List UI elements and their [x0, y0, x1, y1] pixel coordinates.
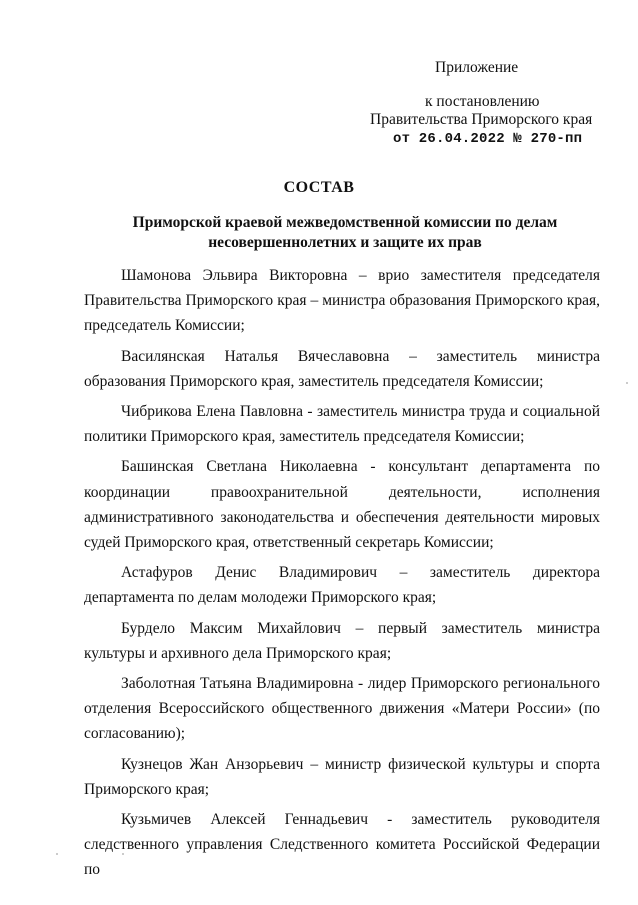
member-paragraph: Василянская Наталья Вячеславовна – заместитель министра образования Приморского края, заместитель председателя Комиссии;: [84, 347, 600, 390]
scan-speck: [56, 853, 58, 855]
member-paragraph: Бурдело Максим Михайлович – первый заместитель министра культуры и архивного дела Приморского края;: [84, 619, 600, 662]
member-paragraph: Кузнецов Жан Анзорьевич – министр физической культуры и спорта Приморского края;: [84, 755, 600, 798]
member-paragraph: Шамонова Эльвира Викторовна – врио заместителя председателя Правительства Приморского края – министра образования Приморского края, председатель Комиссии;: [84, 267, 600, 335]
decree-stamp: от 26.04.2022 № 270-пп: [393, 131, 583, 147]
document-subtitle: Приморской краевой межведомственной комиссии по делам несовершеннолетних и защите их прав: [132, 214, 558, 251]
member-paragraph: Башинская Светлана Николаевна - консультант департамента по координации правоохранительной деятельности, исполнения административного законодательства и обеспечения деятельности мировых судей Приморского края, ответственный секретарь Комиссии;: [84, 458, 600, 552]
member-paragraph: Заболотная Татьяна Владимировна - лидер Приморского регионального отделения Всероссийского общественного движения «Матери России» (по согласованию);: [84, 675, 600, 743]
member-paragraph: Чибрикова Елена Павловна - заместитель министра труда и социальной политики Приморского края, заместитель председателя Комиссии;: [84, 403, 600, 446]
government-label: Правительства Приморского края: [370, 111, 593, 128]
scan-speck: [626, 382, 628, 384]
appendix-label: Приложение: [435, 59, 519, 76]
scan-speck: [122, 853, 124, 855]
member-paragraph: Кузьмичев Алексей Геннадьевич - заместитель руководителя следственного управления Следственного комитета Российской Федерации по: [84, 811, 600, 879]
to-decree-label: к постановлению: [425, 93, 540, 110]
document-title: СОСТАВ: [283, 179, 355, 196]
members-list: [84, 263, 600, 883]
member-paragraph: Астафуров Денис Владимирович – заместитель директора департамента по делам молодежи Приморского края;: [84, 564, 600, 607]
